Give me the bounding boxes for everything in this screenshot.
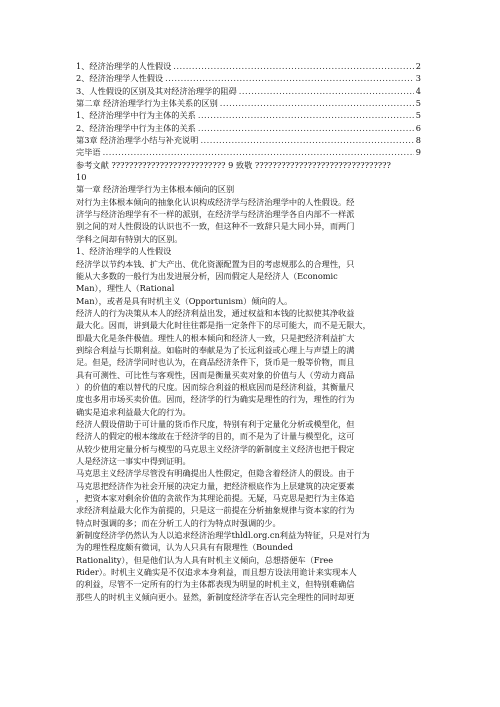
toc-entry-page: 2 — [415, 61, 421, 71]
toc-leader-dots — [173, 60, 414, 72]
text-line: 求经济利益最大化作为前提的，只是这一前提在分析抽象规律与资本家的行为 — [76, 505, 355, 516]
toc-leader-dots — [198, 109, 414, 121]
toc-entry[interactable] — [76, 60, 421, 72]
text-line: 足。但是，经济学同时也认为，在商品经济条件下，货币是一般等价物，而且 — [76, 357, 355, 368]
toc-entry[interactable] — [76, 134, 421, 146]
toc-entry-page: 8 — [415, 135, 421, 146]
text-line: 为的理性程度颇有微词，认为人只具有有限理性（Bounded — [76, 542, 293, 553]
text-line: Rider）。时机主义确实是不仅追求本身利益，而且想方设法用诡计来实现本人 — [76, 567, 357, 578]
text-line: 具有可测性、可比性与客观性，因而是衡量买卖对象的价值与人（劳动力商品 — [76, 369, 355, 380]
text-line: 即最大化是条件极值。理性人的根本倾向和经济人一致，只是把经济利益扩大 — [76, 332, 355, 343]
toc-leader-dots — [103, 146, 414, 158]
toc-entry-page: 4 — [415, 85, 421, 96]
text-line: 对行为主体根本倾向的抽象化认识构成经济学与经济治理学中的人性假设。经 — [76, 196, 355, 207]
text-line: ，把资本家对剩余价值的贪欲作为其理论前提。无疑，马克思是把行为主体追 — [76, 493, 355, 504]
text-line: 马克思把经济作为社会开展的决定力量，把经济根底作为上层建筑的决定要素 — [76, 480, 355, 491]
toc-entry-title: 1、经济治理学的人性假设 — [76, 61, 172, 71]
toc-entry[interactable] — [76, 146, 421, 158]
references-page-number: 10 — [76, 172, 87, 183]
toc-entry-page: 5 — [415, 98, 421, 109]
intro-paragraph — [76, 196, 421, 245]
section-heading: 1、经济治理学的人性假设 — [76, 246, 172, 257]
text-line: 经济人的行为决策从本人的经济利益出发，通过权益和本钱的比拟使其净收益 — [76, 307, 355, 318]
toc-entry[interactable] — [76, 122, 421, 134]
text-line: Man），或者是具有时机主义（Opportunism）倾向的人。 — [76, 295, 293, 306]
text-line: 那些人的时机主义倾向更小。显然，新制度经济学在否认完全理性的同时却更 — [76, 591, 355, 602]
text-line: 学科之间却有特别大的区别。 — [76, 233, 183, 244]
toc-leader-dots — [220, 97, 414, 109]
text-line: 到综合利益与长期利益。如临时的奉献是为了长远利益或心理上与声望上的满 — [76, 344, 355, 355]
document-page — [76, 60, 421, 603]
toc-leader-dots — [198, 122, 414, 134]
toc-entry-page: 3 — [415, 73, 421, 84]
toc-entry-page: 6 — [415, 122, 421, 133]
text-line: 的利益，尽管不一定所有的行为主体都表现为明显的时机主义，但特别难确信 — [76, 579, 355, 590]
toc-entry-title: 完毕语 — [76, 147, 101, 158]
text-line: 能从大多数的一般行为出发进展分析，因而假定人是经济人（Economic — [76, 270, 338, 281]
toc-entry-title: 第二章 经济治理学行为主体关系的区别 — [76, 98, 218, 109]
toc-leader-dots — [239, 85, 414, 97]
toc-entry-page: 5 — [415, 110, 421, 121]
text-line: 从较少使用定量分析与模型的马克思主义经济学的新制度主义经济也把于假定 — [76, 443, 355, 454]
text-line: 别之间的对人性假设的认识也不一致，但这种不一致辞只是大同小异，而两门 — [76, 221, 355, 232]
toc-entry[interactable] — [76, 85, 421, 97]
toc-leader-dots — [200, 134, 413, 146]
toc-entry-title: 3、人性假设的区别及其对经济治理学的阻碍 — [76, 85, 237, 96]
toc-entry[interactable] — [76, 72, 421, 84]
text-line: 度也多用市场买卖价值。因而，经济学的行为确实是理性的行为，理性的行为 — [76, 394, 355, 405]
text-line: ）的价值的难以替代的尺度。因而综合利益的根底因而是经济利益，其衡量尺 — [76, 381, 355, 392]
toc-entry[interactable] — [76, 109, 421, 121]
text-line: 确实是追求利益最大化的行为。 — [76, 406, 191, 417]
text-line: 经济学以节约本钱、扩大产出、优化资源配置为目的考虑规那么的合理性，只 — [76, 258, 355, 269]
toc-entry-title: 2、经济治理学人性假设 — [76, 73, 164, 84]
text-line: 最大化。因而，讲到最大化时往往都是指一定条件下的尽可能大，而不是无限大， — [76, 320, 371, 331]
toc-entry-page: 9 — [415, 147, 421, 158]
text-line: Rationality），但是他们认为人具有时机主义倾向，总想搭便车（Free — [76, 554, 334, 565]
text-line: 经济人假设借助于可计量的货币作尺度，特别有利于定量化分析或模型化，但 — [76, 418, 355, 429]
toc-entry[interactable] — [76, 97, 421, 109]
text-line: 人是经济这一事实中得到证明。 — [76, 456, 191, 466]
text-line: 特点时强调的多；而在分析工人的行为特点时强调的少。 — [76, 517, 281, 528]
text-line: 马克思主义经济学尽管没有明确提出人性假定，但隐含着经济人的假设。由于 — [76, 468, 355, 479]
text-line: Man），理性人（Rational — [76, 283, 175, 294]
table-of-contents — [76, 60, 421, 183]
text-line: 新制度经济学仍然认为人以追求经济治理学thldl.org.cn利益为特征，只是对行为 — [76, 530, 370, 541]
chapter-title: 第一章 经济治理学行为主体根本倾向的区别 — [76, 184, 235, 195]
toc-entry-title: 第3章 经济治理学小结与补充说明 — [76, 135, 199, 146]
text-line: 经济人的假定的根本缘故在于经济学的目的，而不是为了计量与模型化，这可 — [76, 431, 355, 442]
text-line: 济学与经济治理学有不一样的派别，在经济学与经济治理学各自内部不一样派 — [76, 209, 355, 220]
toc-leader-dots — [165, 72, 414, 84]
toc-entry-title: 2、经济治理学中行为主体的关系 — [76, 122, 196, 133]
toc-entry-title: 1、经济治理学中行为主体的关系 — [76, 110, 196, 121]
references-line[interactable]: 参考文献 ?????????????????????????? 9 致敬 ??????????????????????????????? — [76, 159, 391, 170]
body-text — [76, 258, 421, 604]
